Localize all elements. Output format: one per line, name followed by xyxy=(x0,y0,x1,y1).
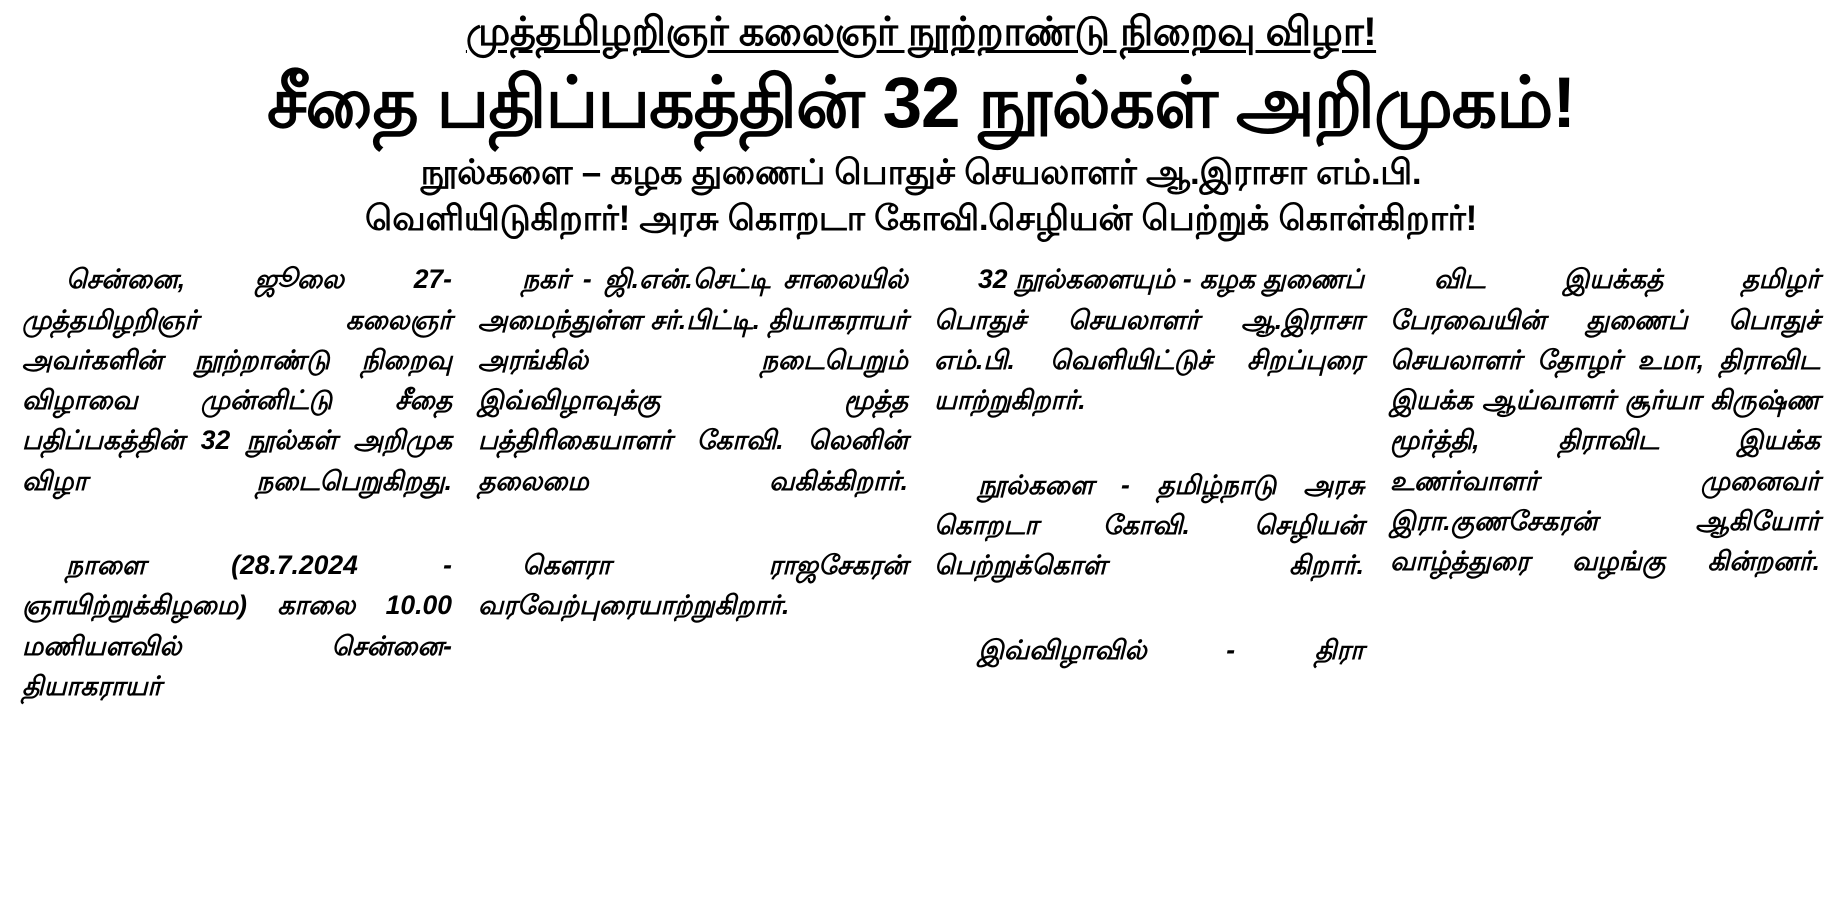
page-title: சீதை பதிப்பகத்தின் 32 நூல்கள் அறிமுகம்! xyxy=(267,64,1575,143)
article-column-1 xyxy=(22,259,452,746)
article-column-2 xyxy=(478,259,908,666)
article-paragraph: நாளை (28.7.2024 - ஞாயிற்றுக்கிழமை) காலை 10.00 மணியளவில் சென்னை- தியாகராயர் xyxy=(22,550,452,701)
article-subhead-line-2: வெளியிடுகிறார்! அரசு கொறடா கோவி.செழியன் பெற்றுக் கொள்கிறார்! xyxy=(365,199,1477,239)
article-paragraph: நூல்களை - தமிழ்நாடு அரசு கொறடா கோவி. செழியன் பெற்றுக்கொள் கிறார். xyxy=(934,469,1364,581)
article-subhead-line-1: நூல்களை – கழக துணைப் பொதுச் செயலாளர் ஆ.இராசா எம்.பி. xyxy=(420,152,1422,192)
article-paragraph: இவ்விழாவில் - திரா xyxy=(978,634,1364,665)
article-kicker: முத்தமிழறிஞர் கலைஞர் நூற்றாண்டு நிறைவு விழா! xyxy=(465,10,1377,54)
article-paragraph: சென்னை, ஜூலை 27- முத்தமிழறிஞர் கலைஞர் அவர்களின் நூற்றாண்டு நிறைவு விழாவை முன்னிட்டு சீதை பதிப்பகத்தின் 32 நூல்கள் அறிமுக விழா நடைபெறுகிறது. xyxy=(22,264,452,496)
article-column-3 xyxy=(934,259,1364,710)
article-paragraph: கௌரா ராஜசேகரன் வரவேற்புரையாற்றுகிறார். xyxy=(478,550,908,621)
article-column-4 xyxy=(1390,259,1820,621)
article-paragraph: நகர் - ஜி.என்.செட்டி சாலையில் அமைந்துள்ள சர்.பிட்டி. தியாகராயர் அரங்கில் நடைபெறும் இவ்விழாவுக்கு மூத்த பத்திரிகையாளர் கோவி. லெனின் தலைமை வகிக்கிறார். xyxy=(478,264,908,496)
article-body xyxy=(22,259,1820,746)
article-subhead xyxy=(22,150,1820,244)
article-paragraph: விட இயக்கத் தமிழர் பேரவையின் துணைப் பொதுச் செயலாளர் தோழர் உமா, திராவிட இயக்க ஆய்வாளர் சூர்யா கிருஷ்ண மூர்த்தி, திராவிட இயக்க உணர்வாளர் முனைவர் இரா.குணசேகரன் ஆகியோர் வாழ்த்துரை வழங்கு கின்றனர். xyxy=(1390,264,1820,577)
article-paragraph: 32 நூல்களையும் - கழக துணைப் பொதுச் செயலாளர் ஆ.இராசா எம்.பி. வெளியிட்டுச் சிறப்புரை யாற்றுகிறார். xyxy=(934,264,1364,416)
